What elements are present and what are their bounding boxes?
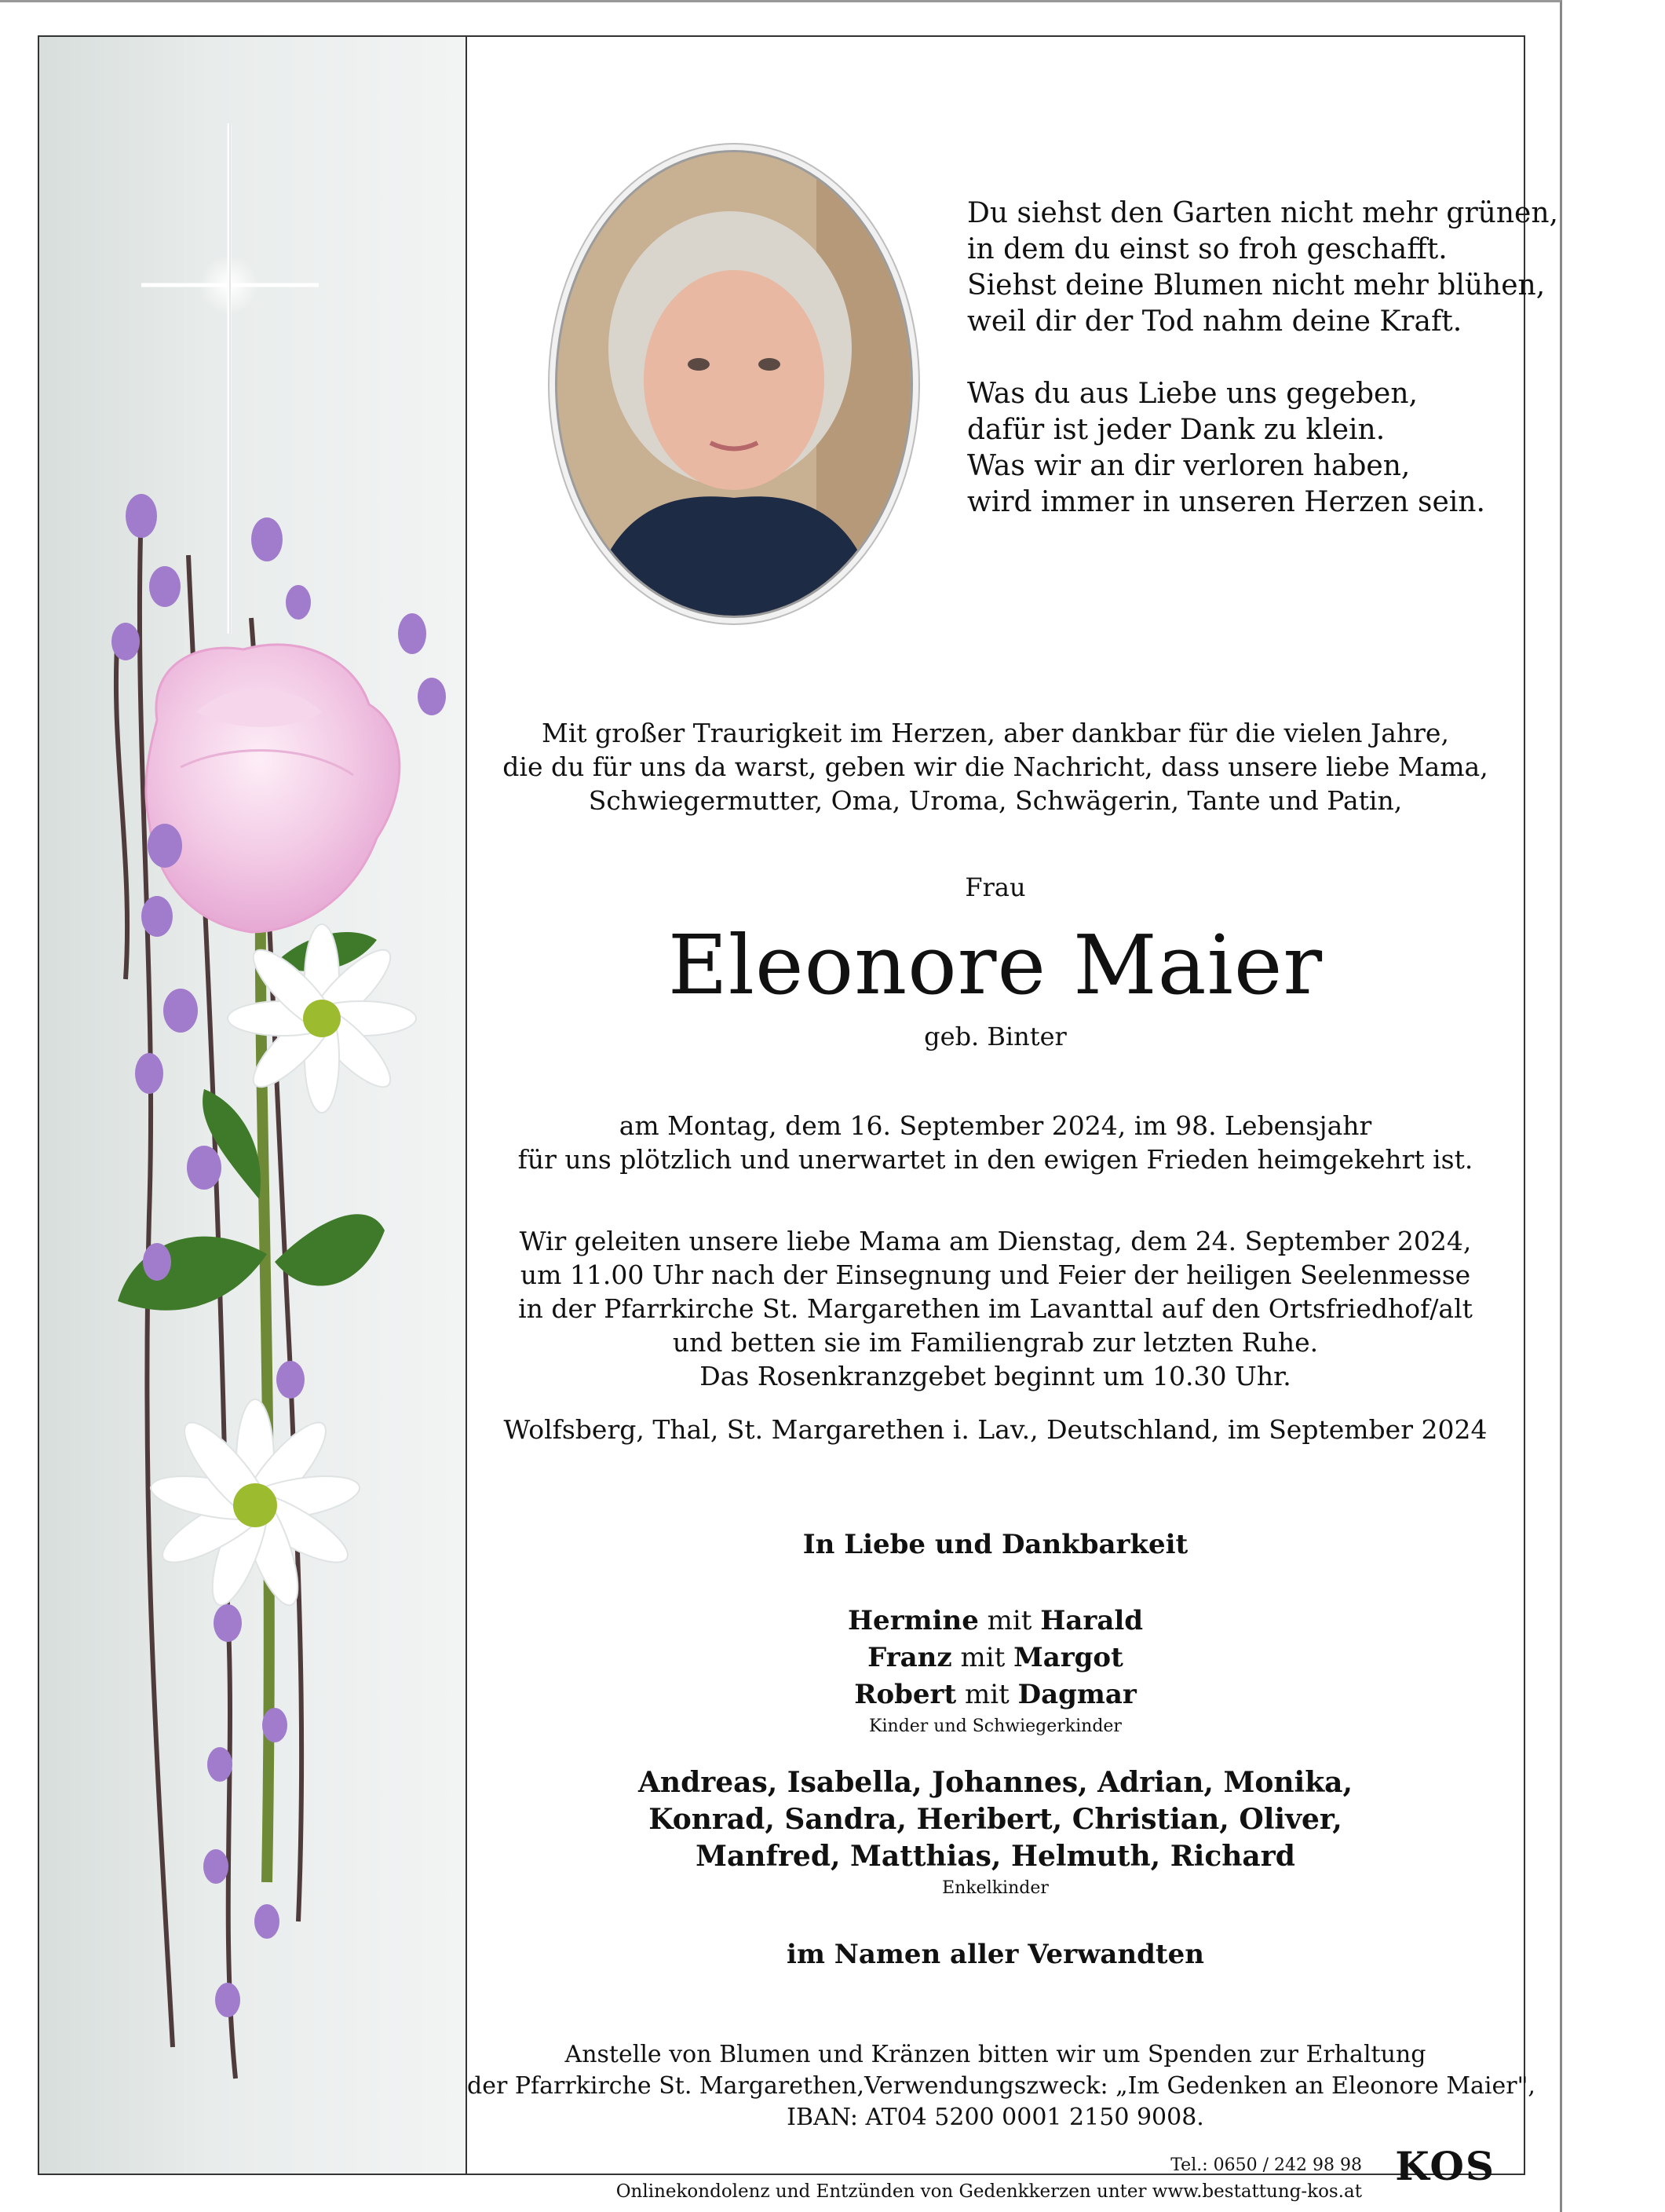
memorial-poem: [967, 196, 1558, 521]
grandchildren-list: [467, 1764, 1524, 1875]
online-condolence-link[interactable]: Onlinekondolenz und Entzünden von Gedenkkerzen unter www.bestattung-kos.at: [615, 2181, 1362, 2202]
donation-request: [467, 2039, 1535, 2133]
death-notice: [467, 1109, 1524, 1176]
undertaker-phone: Tel.: 0650 / 242 98 98: [1170, 2155, 1362, 2175]
poem-line: Was wir an dir verloren haben,: [967, 450, 1411, 482]
funeral-line: in der Pfarrkirche St. Margarethen im Lavanttal auf den Ortsfriedhof/alt: [518, 1293, 1473, 1324]
poem-line: weil dir der Tod nahm deine Kraft.: [967, 305, 1462, 338]
child-entry: Hermine mit Harald: [847, 1605, 1144, 1636]
salutation: Frau: [965, 872, 1026, 902]
daisy-icon-upper: [228, 924, 416, 1113]
intro-line: Schwiegermutter, Oma, Uroma, Schwägerin, Tante und Patin,: [588, 785, 1403, 816]
intro-text: [467, 716, 1524, 817]
kos-logo: KOS: [1395, 2143, 1495, 2189]
child-entry: Robert mit Dagmar: [854, 1679, 1137, 1710]
poem-line: Du siehst den Garten nicht mehr grünen,: [967, 197, 1558, 229]
relatives-line: im Namen aller Verwandten: [787, 1939, 1204, 1970]
donation-line: Anstelle von Blumen und Kränzen bitten wir um Spenden zur Erhaltung: [564, 2041, 1426, 2068]
place-and-date: Wolfsberg, Thal, St. Margarethen i. Lav., Deutschland, im September 2024: [503, 1414, 1488, 1445]
death-notice-line: am Montag, dem 16. September 2024, im 98. Lebensjahr: [619, 1110, 1372, 1141]
grandchildren-line: Manfred, Matthias, Helmuth, Richard: [696, 1840, 1295, 1873]
donation-line: IBAN: AT04 5200 0001 2150 9008.: [787, 2104, 1204, 2131]
funeral-details: [467, 1224, 1524, 1393]
floral-decoration-panel: [39, 37, 467, 2174]
rose-icon: [146, 645, 400, 932]
grandchildren-line: Konrad, Sandra, Heribert, Christian, Oliver,: [648, 1803, 1342, 1836]
funeral-line: Wir geleiten unsere liebe Mama am Dienstag, dem 24. September 2024,: [519, 1226, 1472, 1256]
funeral-line: um 11.00 Uhr nach der Einsegnung und Feier der heiligen Seelenmesse: [520, 1260, 1471, 1290]
donation-line: der Pfarrkirche St. Margarethen,Verwendungszweck: „Im Gedenken an Eleonore Maier",: [467, 2072, 1535, 2100]
poem-line: dafür ist jeder Dank zu klein.: [967, 414, 1386, 446]
closing-heading: In Liebe und Dankbarkeit: [802, 1529, 1189, 1560]
intro-line: Mit großer Traurigkeit im Herzen, aber dankbar für die vielen Jahre,: [542, 718, 1449, 748]
poem-line: Siehst deine Blumen nicht mehr blühen,: [967, 269, 1546, 302]
rose-and-cross-illustration: [39, 37, 466, 2174]
obituary-text-area: [467, 37, 1558, 2202]
deceased-name: Eleonore Maier: [667, 917, 1324, 1013]
funeral-line: Das Rosenkranzgebet beginnt um 10.30 Uhr.: [699, 1361, 1291, 1391]
maiden-name: geb. Binter: [924, 1022, 1067, 1051]
child-entry: Franz mit Margot: [867, 1642, 1123, 1673]
poem-line: wird immer in unseren Herzen sein.: [967, 486, 1485, 518]
cross-icon: [141, 123, 319, 634]
children-caption: Kinder und Schwiegerkinder: [869, 1717, 1122, 1736]
obituary-card: [38, 35, 1558, 2202]
death-notice-line: für uns plötzlich und unerwartet in den ewigen Frieden heimgekehrt ist.: [517, 1144, 1473, 1175]
daisy-icon-lower: [148, 1399, 363, 1611]
children-list: [467, 1603, 1524, 1713]
poem-line: Was du aus Liebe uns gegeben,: [967, 378, 1418, 410]
intro-line: die du für uns da warst, geben wir die Nachricht, dass unsere liebe Mama,: [502, 751, 1488, 782]
portrait-photo: [555, 150, 913, 618]
poem-line: in dem du einst so froh geschafft.: [967, 233, 1448, 265]
funeral-line: und betten sie im Familiengrab zur letzten Ruhe.: [672, 1327, 1319, 1358]
grandchildren-caption: Enkelkinder: [942, 1878, 1049, 1898]
grandchildren-line: Andreas, Isabella, Johannes, Adrian, Monika,: [637, 1766, 1353, 1799]
